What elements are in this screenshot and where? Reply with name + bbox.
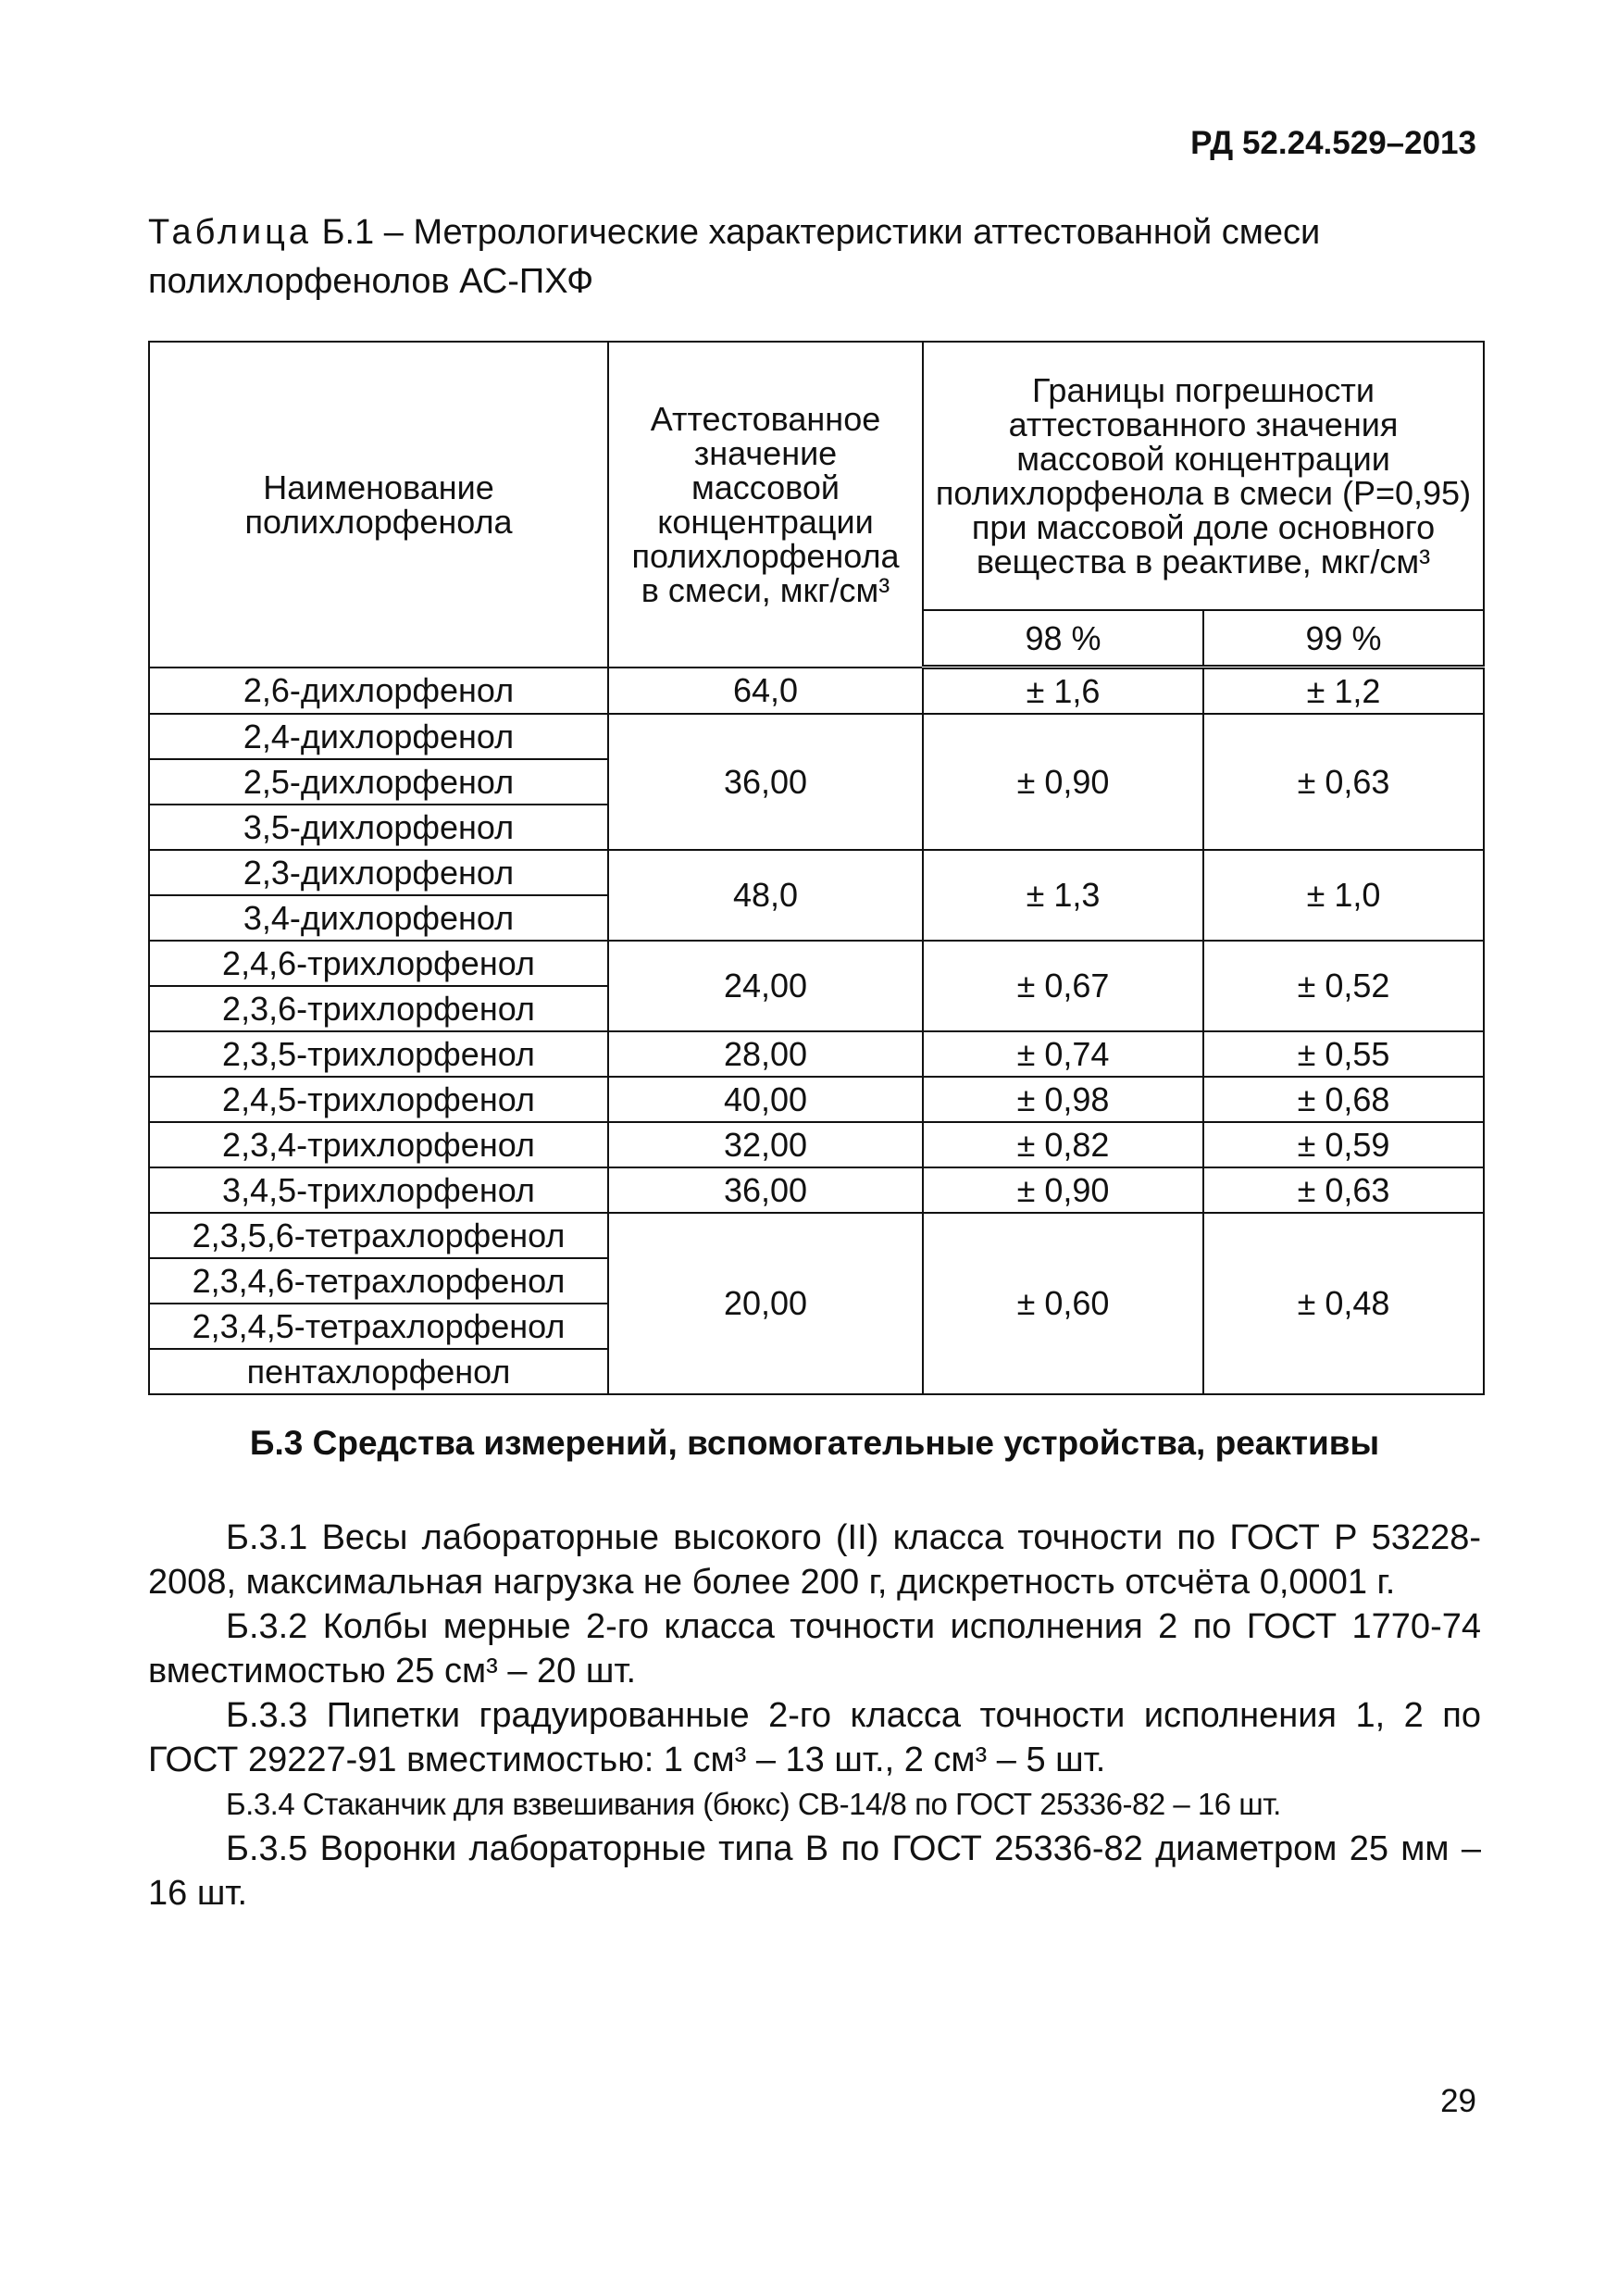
bound-99: ± 1,2 [1203, 668, 1484, 715]
bound-99: ± 0,48 [1203, 1213, 1484, 1394]
table-row [149, 1031, 1484, 1077]
bound-98: ± 0,90 [923, 1167, 1203, 1213]
table-row [149, 668, 1484, 715]
table-row [149, 850, 1484, 895]
certified-value: 48,0 [608, 850, 923, 941]
certified-value: 40,00 [608, 1077, 923, 1122]
page-number: 29 [1440, 2083, 1476, 2119]
header-98-cell: 98 % [923, 610, 1203, 668]
table-caption-text: Б.1 – Метрологические характеристики аттестованной смеси полихлорфенолов АС-ПХФ [148, 213, 1321, 301]
compound-name: 2,3,5,6-тетрахлорфенол [149, 1213, 608, 1258]
bound-99: ± 0,52 [1203, 941, 1484, 1031]
table-caption-label: Таблица [148, 213, 312, 252]
table-row [149, 714, 1484, 759]
bound-99: ± 0,59 [1203, 1122, 1484, 1167]
compound-name: 2,6-дихлорфенол [149, 668, 608, 715]
bound-98: ± 1,3 [923, 850, 1203, 941]
paragraph-b35: Б.3.5 Воронки лабораторные типа В по ГОСТ 25336-82 диаметром 25 мм – 16 шт. [148, 1829, 1481, 1913]
compound-name: 2,4,5-трихлорфенол [149, 1077, 608, 1122]
compound-name: 2,4,6-трихлорфенол [149, 941, 608, 986]
table-caption [148, 208, 1481, 306]
paragraph-b34: Б.3.4 Стаканчик для взвешивания (бюкс) СВ-14/8 по ГОСТ 25336-82 – 16 шт. [226, 1787, 1281, 1821]
table-row [149, 1167, 1484, 1213]
table-row [149, 1213, 1484, 1258]
document-code: РД 52.24.529–2013 [1190, 125, 1476, 161]
section-body [148, 1516, 1481, 1915]
section-title: Б.3 Средства измерений, вспомогательные устройства, реактивы [249, 1424, 1380, 1462]
metrological-table [148, 341, 1485, 1395]
compound-name: 3,4,5-трихлорфенол [149, 1167, 608, 1213]
bound-99: ± 0,63 [1203, 1167, 1484, 1213]
bound-98: ± 0,82 [923, 1122, 1203, 1167]
certified-value: 20,00 [608, 1213, 923, 1394]
table-row [149, 1122, 1484, 1167]
compound-name: 3,5-дихлорфенол [149, 805, 608, 850]
compound-name: 2,3,6-трихлорфенол [149, 986, 608, 1031]
bound-98: ± 0,74 [923, 1031, 1203, 1077]
table-row [149, 941, 1484, 986]
compound-name: 2,3-дихлорфенол [149, 850, 608, 895]
paragraph-b32: Б.3.2 Колбы мерные 2-го класса точности исполнения 2 по ГОСТ 1770-74 вместимостью 25 см³ – 20 шт. [148, 1607, 1481, 1691]
table-row [149, 1077, 1484, 1122]
bound-98: ± 1,6 [923, 668, 1203, 715]
compound-name: 2,5-дихлорфенол [149, 759, 608, 805]
compound-name: пентахлорфенол [149, 1349, 608, 1394]
compound-name: 2,3,4,6-тетрахлорфенол [149, 1258, 608, 1304]
header-99-cell: 99 % [1203, 610, 1484, 668]
bound-98: ± 0,67 [923, 941, 1203, 1031]
header-bounds-cell: Границы погрешности аттестованного значения массовой концентрации полихлорфенола в смеси (Р=0,95) при массовой доле основного вещества в реактиве, мкг/см³ [923, 342, 1484, 610]
bound-98: ± 0,98 [923, 1077, 1203, 1122]
bound-99: ± 0,63 [1203, 714, 1484, 850]
certified-value: 28,00 [608, 1031, 923, 1077]
paragraph-b33: Б.3.3 Пипетки градуированные 2-го класса точности исполнения 1, 2 по ГОСТ 29227-91 вместимостью: 1 см³ – 13 шт., 2 см³ – 5 шт. [148, 1696, 1481, 1779]
paragraph-b31: Б.3.1 Весы лабораторные высокого (II) класса точности по ГОСТ Р 53228-2008, максимальная нагрузка не более 200 г, дискретность отсчёта 0,0001 г. [148, 1518, 1481, 1602]
bound-99: ± 0,68 [1203, 1077, 1484, 1122]
bound-98: ± 0,90 [923, 714, 1203, 850]
compound-name: 2,4-дихлорфенол [149, 714, 608, 759]
header-value-cell: Аттестованное значение массовой концентрации полихлорфенола в смеси, мкг/см³ [608, 342, 923, 668]
header-name-cell: Наименование полихлорфенола [149, 342, 608, 668]
certified-value: 36,00 [608, 714, 923, 850]
bound-98: ± 0,60 [923, 1213, 1203, 1394]
certified-value: 32,00 [608, 1122, 923, 1167]
certified-value: 36,00 [608, 1167, 923, 1213]
certified-value: 24,00 [608, 941, 923, 1031]
bound-99: ± 0,55 [1203, 1031, 1484, 1077]
bound-99: ± 1,0 [1203, 850, 1484, 941]
certified-value: 64,0 [608, 668, 923, 715]
compound-name: 2,3,5-трихлорфенол [149, 1031, 608, 1077]
compound-name: 3,4-дихлорфенол [149, 895, 608, 941]
compound-name: 2,3,4-трихлорфенол [149, 1122, 608, 1167]
compound-name: 2,3,4,5-тетрахлорфенол [149, 1304, 608, 1349]
